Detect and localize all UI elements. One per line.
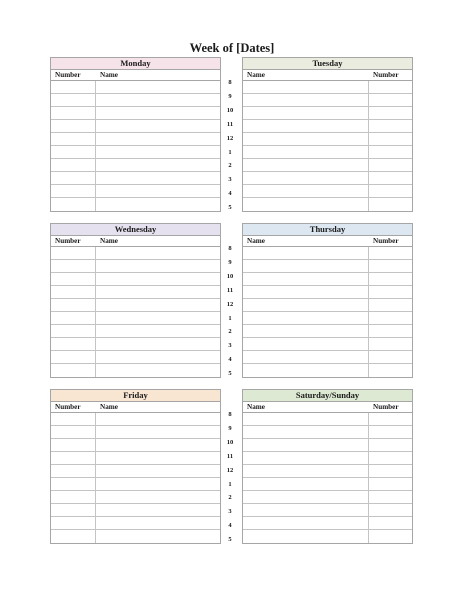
number-cell[interactable] (51, 530, 96, 543)
column-header-row (243, 402, 412, 413)
day-header-friday: Friday (51, 390, 220, 402)
name-column-header: Name (247, 403, 265, 411)
number-cell[interactable] (51, 491, 96, 503)
name-cell[interactable] (243, 185, 369, 197)
name-cell[interactable] (96, 185, 220, 197)
name-cell[interactable] (96, 286, 220, 298)
table-row (51, 530, 220, 543)
table-row (51, 120, 220, 133)
name-cell[interactable] (96, 517, 220, 529)
table-row (51, 159, 220, 172)
hour-label: 11 (226, 452, 234, 460)
page-title: Week of [Dates] (189, 41, 275, 55)
number-cell[interactable] (51, 413, 96, 425)
number-cell[interactable] (51, 198, 96, 211)
number-cell[interactable] (369, 325, 412, 337)
day-header-wednesday: Wednesday (51, 224, 220, 236)
hour-label: 12 (226, 300, 234, 308)
column-header-row (243, 236, 412, 247)
name-cell[interactable] (96, 159, 220, 171)
entry-rows (51, 247, 220, 377)
hour-label: 5 (228, 536, 232, 544)
name-cell[interactable] (243, 504, 369, 516)
number-column-header: Number (55, 71, 81, 79)
name-cell[interactable] (243, 465, 369, 477)
table-row (51, 247, 220, 260)
table-row (51, 517, 220, 530)
table-row (51, 299, 220, 312)
table-row (243, 107, 412, 120)
number-cell[interactable] (369, 146, 412, 158)
table-row (243, 465, 412, 478)
name-cell[interactable] (96, 325, 220, 337)
hour-label: 10 (226, 272, 234, 280)
name-cell[interactable] (243, 107, 369, 119)
number-cell[interactable] (369, 338, 412, 350)
column-header-row (51, 70, 220, 81)
table-row (243, 491, 412, 504)
number-cell[interactable] (51, 133, 96, 145)
number-cell[interactable] (51, 260, 96, 272)
name-cell[interactable] (96, 364, 220, 377)
name-cell[interactable] (243, 312, 369, 324)
name-cell[interactable] (96, 530, 220, 543)
table-row (51, 185, 220, 198)
name-cell[interactable] (96, 491, 220, 503)
hour-label: 3 (228, 508, 232, 516)
number-cell[interactable] (51, 426, 96, 438)
number-cell[interactable] (369, 198, 412, 211)
number-cell[interactable] (51, 81, 96, 93)
name-cell[interactable] (243, 260, 369, 272)
name-cell[interactable] (243, 325, 369, 337)
hour-label: 2 (228, 494, 232, 502)
hour-label: 4 (228, 190, 232, 198)
number-cell[interactable] (369, 504, 412, 516)
table-row (51, 325, 220, 338)
day-block-monday (50, 57, 221, 212)
hour-label: 1 (228, 480, 232, 488)
table-row (243, 312, 412, 325)
table-row (243, 185, 412, 198)
number-cell[interactable] (369, 133, 412, 145)
table-row (243, 260, 412, 273)
number-column-header: Number (55, 237, 81, 245)
number-cell[interactable] (51, 452, 96, 464)
hour-label: 12 (226, 466, 234, 474)
table-row (243, 338, 412, 351)
name-cell[interactable] (96, 504, 220, 516)
name-cell[interactable] (96, 94, 220, 106)
name-column-header: Name (247, 237, 265, 245)
hour-label: 2 (228, 162, 232, 170)
number-cell[interactable] (51, 185, 96, 197)
number-cell[interactable] (51, 465, 96, 477)
table-row (51, 426, 220, 439)
table-row (243, 504, 412, 517)
number-cell[interactable] (369, 465, 412, 477)
number-cell[interactable] (51, 299, 96, 311)
table-row (243, 81, 412, 94)
table-row (51, 351, 220, 364)
name-cell[interactable] (243, 94, 369, 106)
name-cell[interactable] (243, 198, 369, 211)
name-cell[interactable] (243, 351, 369, 363)
hour-label: 12 (226, 134, 234, 142)
name-cell[interactable] (243, 146, 369, 158)
number-column-header: Number (373, 237, 399, 245)
number-cell[interactable] (51, 107, 96, 119)
name-cell[interactable] (96, 338, 220, 350)
number-cell[interactable] (51, 312, 96, 324)
hour-label: 1 (228, 148, 232, 156)
name-cell[interactable] (96, 439, 220, 451)
table-row (51, 478, 220, 491)
number-cell[interactable] (51, 325, 96, 337)
hour-label: 10 (226, 106, 234, 114)
name-cell[interactable] (96, 465, 220, 477)
name-cell[interactable] (243, 133, 369, 145)
name-cell[interactable] (96, 120, 220, 132)
name-cell[interactable] (96, 81, 220, 93)
number-cell[interactable] (51, 504, 96, 516)
column-header-row (51, 402, 220, 413)
day-header-monday: Monday (51, 58, 220, 70)
name-cell[interactable] (96, 172, 220, 184)
number-cell[interactable] (369, 426, 412, 438)
table-row (51, 107, 220, 120)
name-cell[interactable] (243, 413, 369, 425)
name-column-header: Name (100, 237, 118, 245)
number-cell[interactable] (51, 120, 96, 132)
hour-label: 1 (228, 314, 232, 322)
table-row (51, 439, 220, 452)
table-row (51, 504, 220, 517)
table-row (51, 273, 220, 286)
number-cell[interactable] (369, 94, 412, 106)
table-row (51, 338, 220, 351)
name-cell[interactable] (243, 286, 369, 298)
number-cell[interactable] (51, 286, 96, 298)
table-row (243, 247, 412, 260)
entry-rows (243, 413, 412, 543)
number-cell[interactable] (51, 351, 96, 363)
day-header-weekend: Saturday/Sunday (243, 390, 412, 402)
name-cell[interactable] (96, 133, 220, 145)
number-cell[interactable] (51, 247, 96, 259)
number-cell[interactable] (369, 439, 412, 451)
name-cell[interactable] (96, 351, 220, 363)
name-cell[interactable] (243, 364, 369, 377)
table-row (51, 491, 220, 504)
table-row (243, 364, 412, 377)
name-cell[interactable] (96, 413, 220, 425)
number-cell[interactable] (369, 260, 412, 272)
column-header-row (243, 70, 412, 81)
number-cell[interactable] (369, 120, 412, 132)
entry-rows (51, 413, 220, 543)
name-cell[interactable] (243, 81, 369, 93)
table-row (243, 325, 412, 338)
hour-label: 5 (228, 204, 232, 212)
number-cell[interactable] (51, 94, 96, 106)
table-row (243, 159, 412, 172)
number-cell[interactable] (51, 338, 96, 350)
table-row (51, 413, 220, 426)
number-cell[interactable] (369, 81, 412, 93)
day-block-friday (50, 389, 221, 544)
number-cell[interactable] (369, 172, 412, 184)
number-cell[interactable] (51, 517, 96, 529)
name-cell[interactable] (96, 452, 220, 464)
table-row (243, 172, 412, 185)
name-column-header: Name (100, 403, 118, 411)
name-cell[interactable] (243, 273, 369, 285)
hour-label: 5 (228, 370, 232, 378)
table-row (243, 426, 412, 439)
number-cell[interactable] (369, 299, 412, 311)
table-row (243, 517, 412, 530)
name-cell[interactable] (96, 198, 220, 211)
number-column-header: Number (373, 403, 399, 411)
hour-label: 8 (228, 79, 232, 86)
name-cell[interactable] (96, 312, 220, 324)
number-cell[interactable] (369, 107, 412, 119)
number-cell[interactable] (369, 452, 412, 464)
hour-label: 4 (228, 356, 232, 364)
table-row (243, 198, 412, 211)
number-cell[interactable] (369, 530, 412, 543)
name-cell[interactable] (243, 172, 369, 184)
table-row (51, 312, 220, 325)
table-row (51, 286, 220, 299)
number-cell[interactable] (369, 185, 412, 197)
name-cell[interactable] (243, 120, 369, 132)
hour-label: 9 (228, 424, 232, 432)
table-row (243, 413, 412, 426)
number-cell[interactable] (369, 478, 412, 490)
name-cell[interactable] (243, 478, 369, 490)
hour-label: 3 (228, 342, 232, 350)
name-cell[interactable] (96, 260, 220, 272)
name-column-header: Name (247, 71, 265, 79)
day-header-thursday: Thursday (243, 224, 412, 236)
number-cell[interactable] (51, 439, 96, 451)
day-block-thursday (242, 223, 413, 378)
name-cell[interactable] (96, 146, 220, 158)
day-block-weekend (242, 389, 413, 544)
number-cell[interactable] (369, 351, 412, 363)
table-row (243, 120, 412, 133)
number-cell[interactable] (51, 159, 96, 171)
hour-label: 9 (228, 92, 232, 100)
table-row (51, 198, 220, 211)
table-row (243, 133, 412, 146)
number-cell[interactable] (51, 273, 96, 285)
name-cell[interactable] (243, 426, 369, 438)
table-row (243, 94, 412, 107)
name-cell[interactable] (243, 439, 369, 451)
table-row (51, 260, 220, 273)
day-block-wednesday (50, 223, 221, 378)
name-cell[interactable] (96, 247, 220, 259)
table-row (243, 146, 412, 159)
number-cell[interactable] (369, 364, 412, 377)
table-row (51, 364, 220, 377)
number-cell[interactable] (369, 159, 412, 171)
table-row (243, 530, 412, 543)
name-cell[interactable] (96, 107, 220, 119)
column-header-row (51, 236, 220, 247)
hour-label: 9 (228, 258, 232, 266)
number-cell[interactable] (369, 247, 412, 259)
day-block-tuesday (242, 57, 413, 212)
table-row (51, 452, 220, 465)
number-cell[interactable] (51, 478, 96, 490)
hour-label: 8 (228, 245, 232, 252)
number-cell[interactable] (369, 413, 412, 425)
entry-rows (51, 81, 220, 211)
table-row (243, 299, 412, 312)
hour-label: 8 (228, 411, 232, 418)
number-cell[interactable] (369, 517, 412, 529)
name-cell[interactable] (243, 452, 369, 464)
name-cell[interactable] (243, 491, 369, 503)
day-header-tuesday: Tuesday (243, 58, 412, 70)
table-row (51, 133, 220, 146)
table-row (51, 465, 220, 478)
hour-label: 2 (228, 328, 232, 336)
number-cell[interactable] (51, 364, 96, 377)
hour-label: 3 (228, 176, 232, 184)
table-row (51, 94, 220, 107)
number-cell[interactable] (51, 146, 96, 158)
name-cell[interactable] (96, 426, 220, 438)
table-row (243, 351, 412, 364)
name-cell[interactable] (243, 299, 369, 311)
number-cell[interactable] (369, 312, 412, 324)
number-cell[interactable] (369, 273, 412, 285)
hour-label: 11 (226, 120, 234, 128)
name-column-header: Name (100, 71, 118, 79)
hour-label: 11 (226, 286, 234, 294)
hour-label: 4 (228, 522, 232, 530)
name-cell[interactable] (243, 530, 369, 543)
entry-rows (243, 247, 412, 377)
number-cell[interactable] (369, 286, 412, 298)
hour-label: 10 (226, 438, 234, 446)
name-cell[interactable] (96, 299, 220, 311)
number-cell[interactable] (51, 172, 96, 184)
table-row (243, 478, 412, 491)
name-cell[interactable] (243, 159, 369, 171)
name-cell[interactable] (96, 273, 220, 285)
entry-rows (243, 81, 412, 211)
name-cell[interactable] (243, 338, 369, 350)
name-cell[interactable] (96, 478, 220, 490)
number-column-header: Number (373, 71, 399, 79)
name-cell[interactable] (243, 247, 369, 259)
table-row (51, 172, 220, 185)
table-row (243, 439, 412, 452)
table-row (51, 146, 220, 159)
table-row (51, 81, 220, 94)
number-column-header: Number (55, 403, 81, 411)
name-cell[interactable] (243, 517, 369, 529)
table-row (243, 452, 412, 465)
table-row (243, 273, 412, 286)
number-cell[interactable] (369, 491, 412, 503)
table-row (243, 286, 412, 299)
